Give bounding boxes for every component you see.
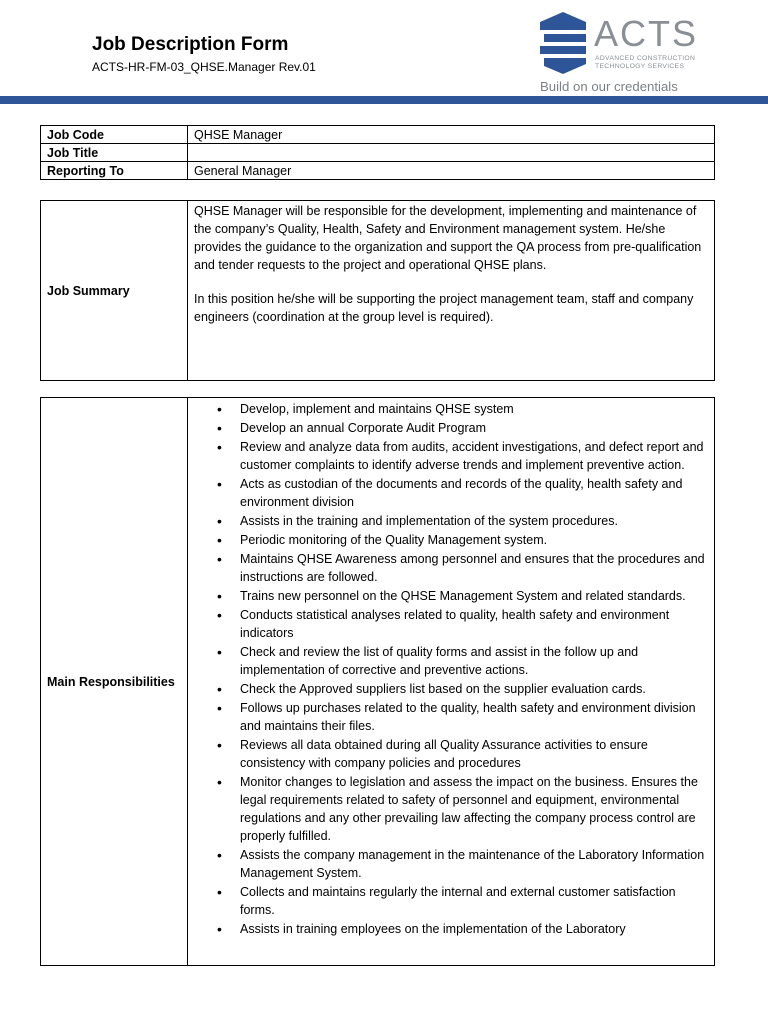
list-item: • Monitor changes to legislation and assess the impact on the business. Ensures the legal requirements related to safety of personnel and equipment, environmental regulations and any other prevailing law affecting the company process control are properly fulfilled. [194,773,708,845]
list-item: • Develop, implement and maintains QHSE system [194,400,708,418]
job-title-value [188,144,715,162]
logo-subtitle [595,55,695,71]
list-item: • Conducts statistical analyses related to quality, health safety and environment indicators [194,606,708,642]
table-row [41,162,715,180]
responsibilities-list [194,400,708,938]
logo-name: ACTS [594,13,699,54]
list-item: • Reviews all data obtained during all Quality Assurance activities to ensure consistency with company policies and procedures [194,736,708,772]
job-title-label: Job Title [41,144,188,162]
job-summary-label: Job Summary [41,201,188,381]
reporting-to-label: Reporting To [41,162,188,180]
header-divider [0,96,768,104]
summary-paragraph: In this position he/she will be supporting the project management team, staff and company engineers (coordination at the group level is required). [194,292,694,324]
responsibilities-table [40,397,715,966]
list-item: • Check the Approved suppliers list based on the supplier evaluation cards. [194,680,708,698]
list-item: • Assists in training employees on the implementation of the Laboratory [194,920,708,938]
company-logo [540,12,750,96]
responsibilities-content [188,398,715,966]
list-item: • Check and review the list of quality forms and assist in the follow up and implementation of corrective and preventive actions. [194,643,708,679]
list-item: • Develop an annual Corporate Audit Program [194,419,708,437]
list-item: • Assists in the training and implementation of the system procedures. [194,512,708,530]
logo-subtitle-line-2: TECHNOLOGY SERVICES [595,63,685,70]
responsibilities-label: Main Responsibilities [41,398,188,966]
logo-subtitle-line-1: ADVANCED CONSTRUCTION [595,55,696,62]
list-item: • Collects and maintains regularly the internal and external customer satisfaction forms. [194,883,708,919]
list-item: • Periodic monitoring of the Quality Management system. [194,531,708,549]
list-item: • Trains new personnel on the QHSE Management System and related standards. [194,587,708,605]
document-reference: ACTS-HR-FM-03_QHSE.Manager Rev.01 [92,60,316,74]
reporting-to-value: General Manager [188,162,715,180]
logo-tagline: Build on our credentials [540,79,678,94]
job-info-table [40,125,715,180]
table-row [41,144,715,162]
table-row [41,398,715,966]
list-item: • Acts as custodian of the documents and records of the quality, health safety and environment division [194,475,708,511]
job-code-value: QHSE Manager [188,126,715,144]
table-row [41,201,715,381]
list-item: • Follows up purchases related to the quality, health safety and environment division and maintains their files. [194,699,708,735]
job-summary-content [188,201,715,381]
job-summary-table [40,200,715,381]
acts-logo-mark-icon [540,12,586,74]
list-item: • Maintains QHSE Awareness among personnel and ensures that the procedures and instructions are followed. [194,550,708,586]
list-item: • Assists the company management in the maintenance of the Laboratory Information Management System. [194,846,708,882]
table-row [41,126,715,144]
form-title: Job Description Form [92,34,289,55]
summary-paragraph: QHSE Manager will be responsible for the development, implementing and maintenance of the company’s Quality, Health, Safety and Environment management system. He/she provides the guidance to the organization and support the QA process from pre-qualification and tender requests to the project and operational QHSE plans. [194,204,702,272]
list-item: • Review and analyze data from audits, accident investigations, and defect report and customer complaints to identify adverse trends and implement preventive action. [194,438,708,474]
job-code-label: Job Code [41,126,188,144]
